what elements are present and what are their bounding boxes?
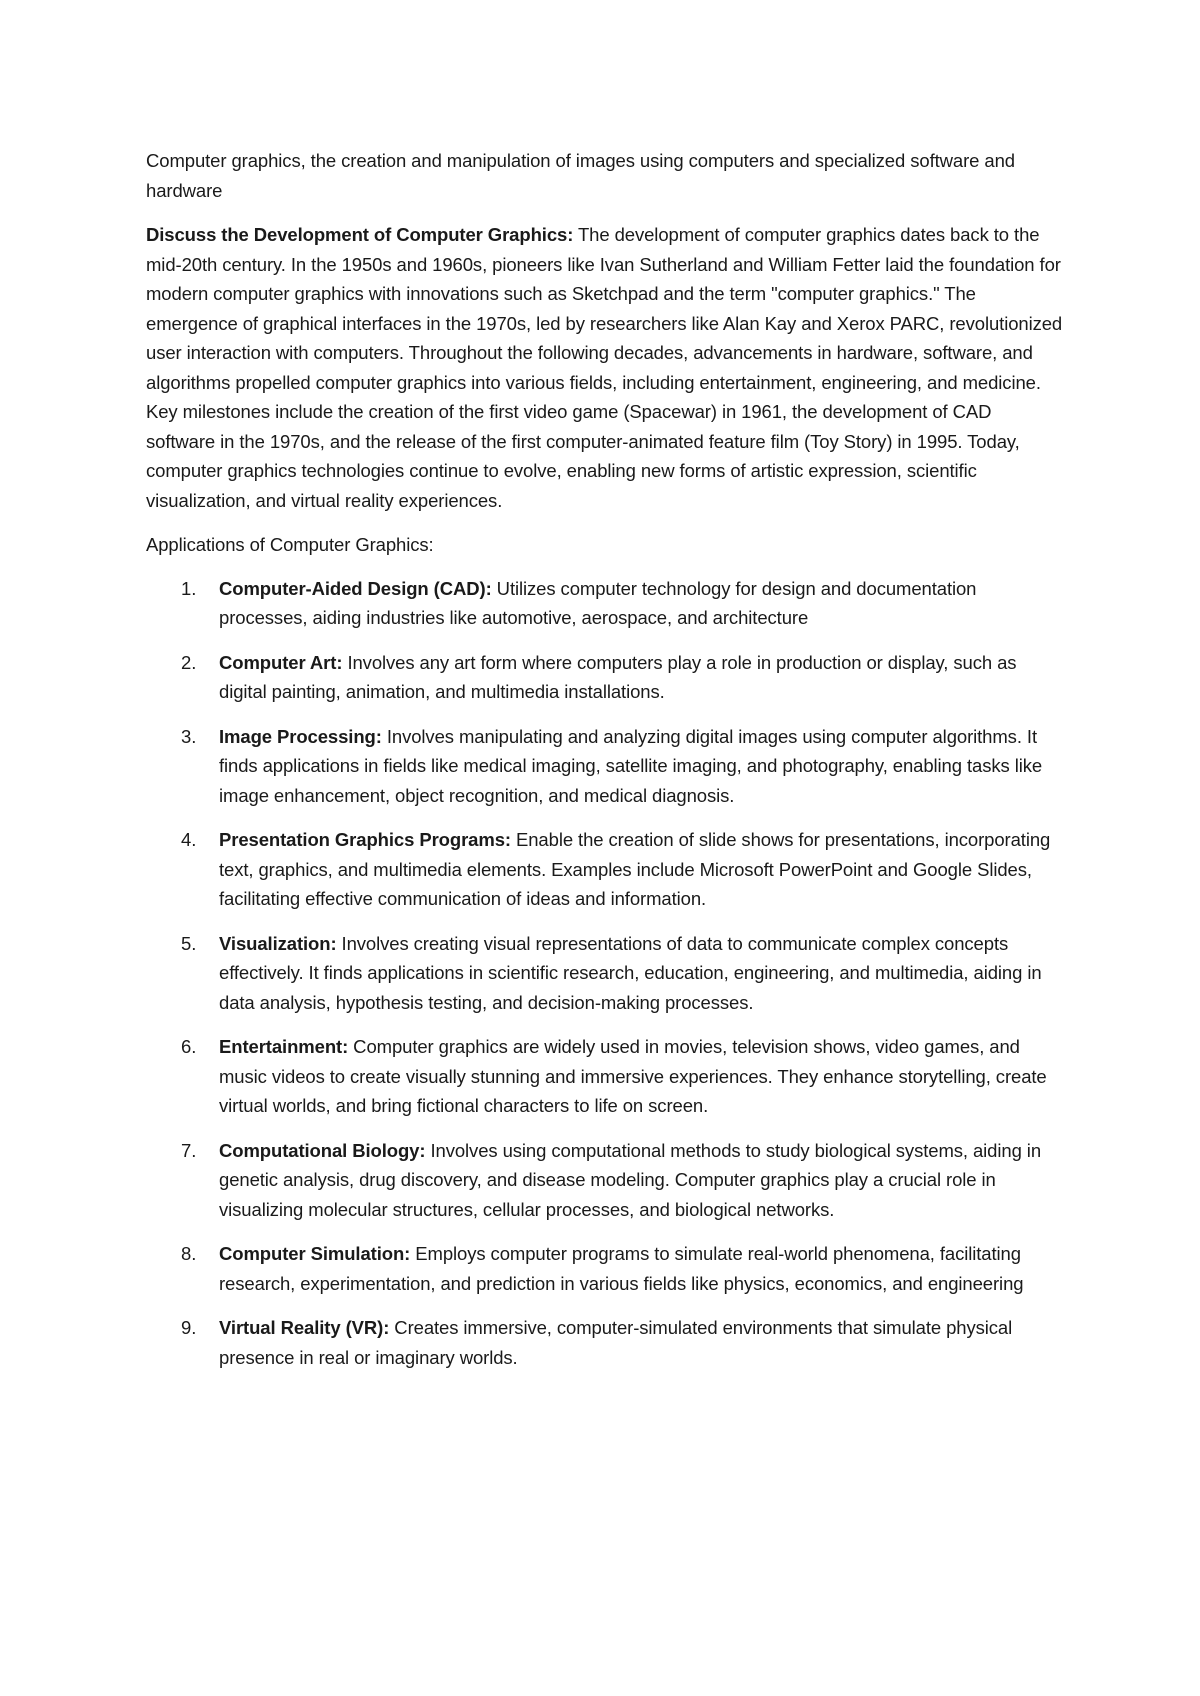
- list-term: Virtual Reality (VR):: [219, 1317, 390, 1338]
- list-number: 4.: [181, 829, 197, 850]
- list-description: Involves any art form where computers play a role in production or display, such as digital painting, animation, and multimedia installations.: [219, 651, 1017, 702]
- development-heading: Discuss the Development of Computer Graphics:: [146, 224, 574, 245]
- list-term: Computational Biology:: [219, 1139, 426, 1161]
- list-item: [146, 1136, 1064, 1225]
- list-term: Presentation Graphics Programs:: [219, 829, 511, 850]
- applications-title: Applications of Computer Graphics:: [146, 534, 434, 555]
- list-number: 5.: [181, 932, 197, 954]
- list-item: [146, 574, 1064, 633]
- list-item: [146, 1032, 1064, 1121]
- list-number: 9.: [181, 1317, 197, 1338]
- list-description: Involves manipulating and analyzing digital images using computer algorithms. It finds applications in fields like medical imaging, satellite imaging, and photography, enabling tasks like image enhancement, object recognition, and medical diagnosis.: [219, 725, 1043, 806]
- list-term: Entertainment:: [219, 1036, 349, 1057]
- list-description: Computer graphics are widely used in movies, television shows, video games, and music videos to create visually stunning and immersive experiences. They enhance storytelling, create virtual worlds, and bring fictional characters to life on screen.: [219, 1036, 1047, 1116]
- applications-list: [146, 574, 1064, 1373]
- list-number: 2.: [181, 651, 197, 673]
- list-item: [146, 722, 1064, 811]
- intro-paragraph: Computer graphics, the creation and manipulation of images using computers and specialized software and hardware: [146, 150, 1015, 201]
- list-description: Creates immersive, computer-simulated environments that simulate physical presence in real or imaginary worlds.: [219, 1317, 1013, 1368]
- list-description: Involves using computational methods to study biological systems, aiding in genetic analysis, drug discovery, and disease modeling. Computer graphics play a crucial role in visualizing molecular structures, cellular processes, and biological networks.: [219, 1139, 1042, 1220]
- document-page: [146, 146, 1064, 1387]
- list-description: Enable the creation of slide shows for presentations, incorporating text, graphics, and multimedia elements. Examples include Microsoft PowerPoint and Google Slides, facilitating effective communication of ideas and information.: [219, 829, 1051, 909]
- list-term: Visualization:: [219, 932, 337, 954]
- list-term: Computer Art:: [219, 651, 343, 673]
- list-term: Computer-Aided Design (CAD):: [219, 577, 492, 599]
- list-item: [146, 648, 1064, 707]
- list-number: 7.: [181, 1139, 197, 1161]
- list-number: 8.: [181, 1243, 197, 1264]
- list-item: [146, 929, 1064, 1018]
- list-term: Computer Simulation:: [219, 1243, 411, 1264]
- list-description: Utilizes computer technology for design and documentation processes, aiding industries like automotive, aerospace, and architecture: [219, 577, 977, 628]
- list-description: Employs computer programs to simulate real-world phenomena, facilitating research, experimentation, and prediction in various fields like physics, economics, and engineering: [219, 1243, 1024, 1294]
- list-item: [146, 1313, 1064, 1372]
- list-term: Image Processing:: [219, 725, 382, 747]
- development-body: The development of computer graphics dates back to the mid-20th century. In the 1950s and 1960s, pioneers like Ivan Sutherland and William Fetter laid the foundation for modern computer graphics with innovations such as Sketchpad and the term "computer graphics." The emergence of graphical interfaces in the 1970s, led by researchers like Alan Kay and Xerox PARC, revolutionized user interaction with computers. Throughout the following decades, advancements in hardware, software, and algorithms propelled computer graphics into various fields, including entertainment, engineering, and medicine. Key milestones include the creation of the first video game (Spacewar) in 1961, the development of CAD software in the 1970s, and the release of the first computer-animated feature film (Toy Story) in 1995. Today, computer graphics technologies continue to evolve, enabling new forms of artistic expression, scientific visualization, and virtual reality experiences.: [146, 224, 1063, 511]
- development-paragraph: [146, 220, 1064, 515]
- list-description: Involves creating visual representations of data to communicate complex concepts effectively. It finds applications in scientific research, education, engineering, and multimedia, aiding in data analysis, hypothesis testing, and decision-making processes.: [219, 932, 1042, 1013]
- list-number: 1.: [181, 577, 197, 599]
- list-item: [146, 825, 1064, 914]
- list-item: [146, 1239, 1064, 1298]
- list-number: 3.: [181, 725, 197, 747]
- list-number: 6.: [181, 1036, 197, 1057]
